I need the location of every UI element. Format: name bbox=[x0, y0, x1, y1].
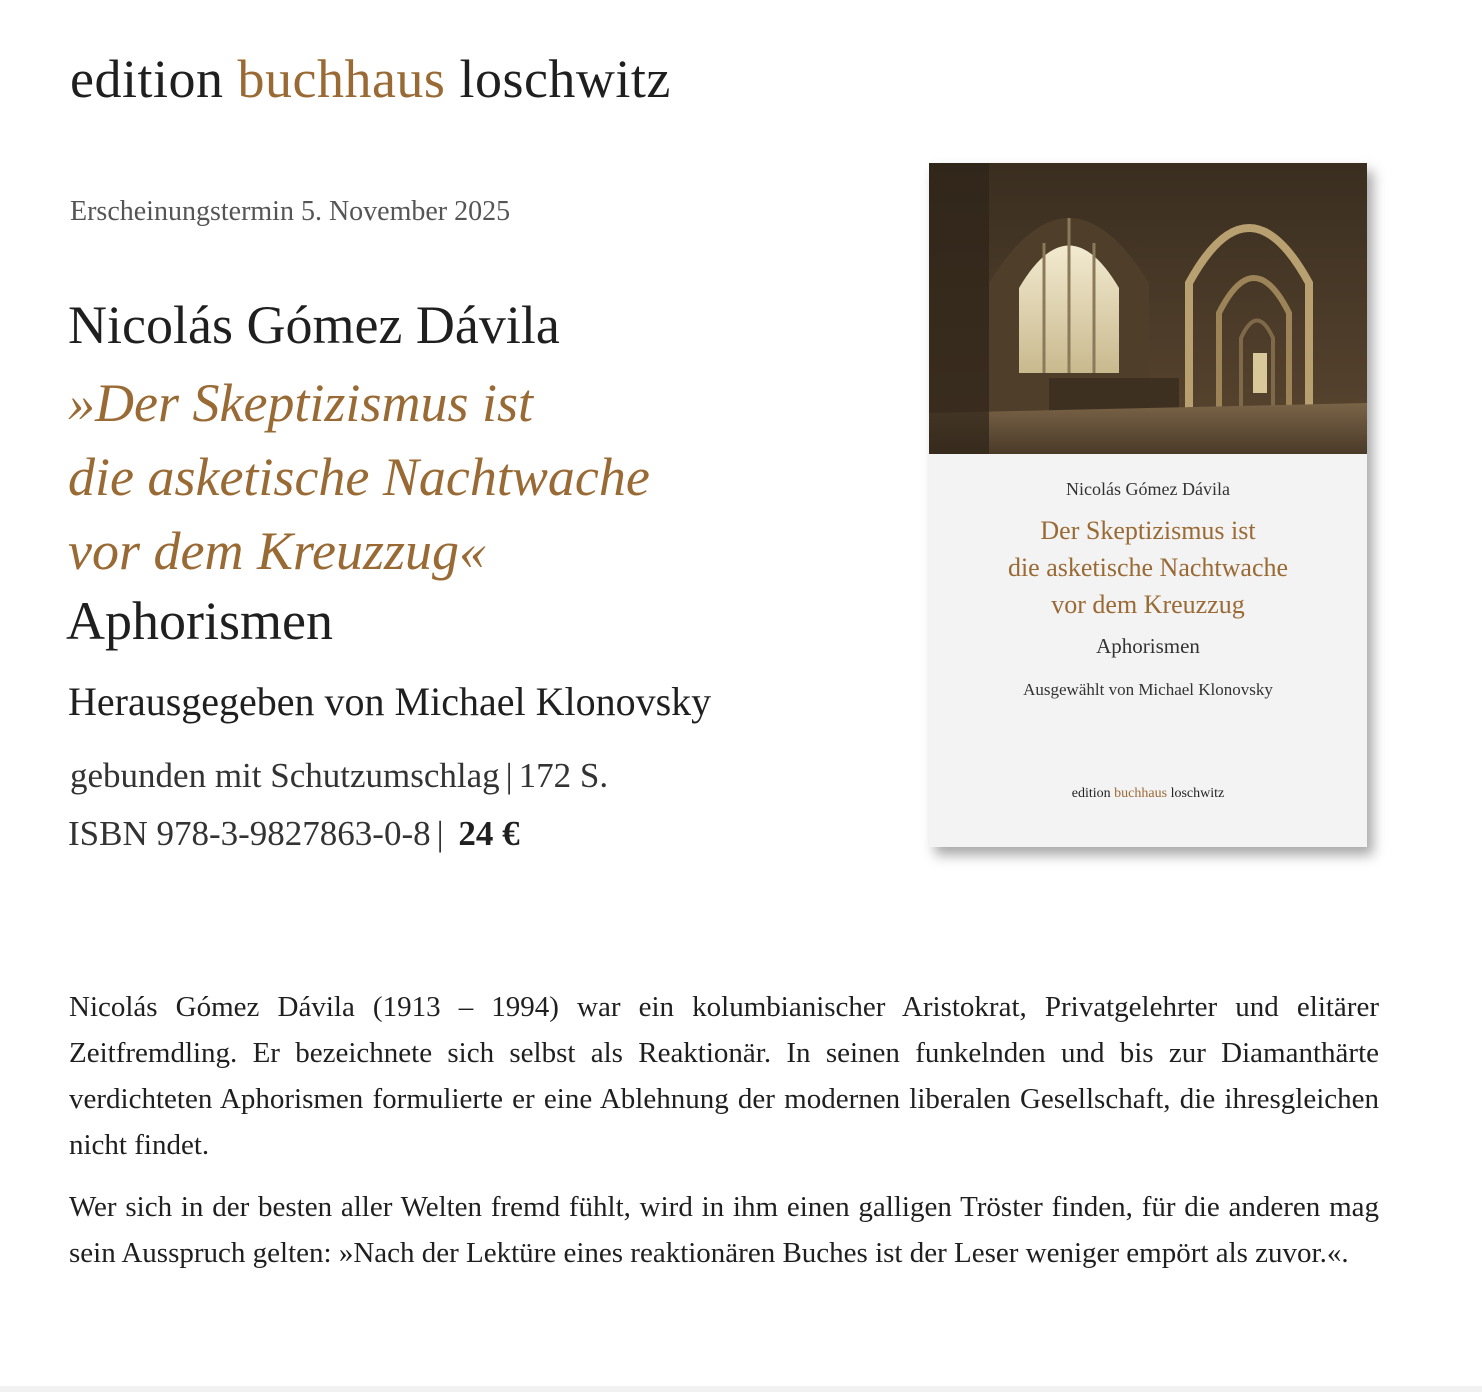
cover-title bbox=[929, 512, 1367, 623]
book-isbn-price bbox=[68, 814, 520, 854]
book-author: Nicolás Gómez Dávila bbox=[68, 295, 560, 355]
cover-publisher-logo bbox=[929, 786, 1367, 802]
book-title-line: die asketische Nachtwache bbox=[68, 447, 650, 507]
cover-painting-cloister-image bbox=[929, 163, 1367, 454]
publisher-logo-part3: loschwitz bbox=[459, 49, 671, 109]
separator: | bbox=[436, 814, 444, 853]
cover-publisher-part1: edition bbox=[1071, 786, 1111, 801]
book-title-line: »Der Skeptizismus ist bbox=[68, 373, 533, 433]
publisher-logo bbox=[70, 48, 671, 110]
cover-publisher-part2: buchhaus bbox=[1114, 786, 1168, 801]
publisher-logo-part2: buchhaus bbox=[237, 49, 446, 109]
book-title-line: vor dem Kreuzzug« bbox=[68, 521, 486, 581]
cover-title-line: Der Skeptizismus ist bbox=[1040, 516, 1256, 545]
isbn: ISBN 978-3-9827863-0-8 bbox=[68, 814, 431, 853]
bottom-divider bbox=[0, 1386, 1482, 1392]
binding-type: gebunden mit Schutzumschlag bbox=[70, 756, 500, 795]
release-date: Erscheinungstermin 5. November 2025 bbox=[70, 196, 511, 227]
cover-title-line: vor dem Kreuzzug bbox=[1051, 590, 1245, 619]
book-subtitle: Aphorismen bbox=[66, 591, 333, 651]
book-title bbox=[68, 366, 650, 588]
cover-publisher-part3: loschwitz bbox=[1170, 786, 1225, 801]
book-binding-info bbox=[70, 756, 608, 796]
description-paragraph: Nicolás Gómez Dávila (1913 – 1994) war ein kolumbianischer Aristokrat, Privatgelehrter und elitärer Zeitfremdling. Er bezeichnete sich selbst als Reaktionär. In seinen funkelnden und bis zur Diamanthärte verdichteten Aphorismen formulierte er eine Ablehnung der modernen liberalen Gesellschaft, die ihresgleichen nicht findet. bbox=[69, 991, 1379, 1161]
publisher-logo-part1: edition bbox=[70, 49, 224, 109]
cover-editor: Ausgewählt von Michael Klonovsky bbox=[1023, 680, 1273, 699]
book-editor: Herausgegeben von Michael Klonovsky bbox=[68, 679, 712, 724]
page-count: 172 S. bbox=[518, 756, 609, 795]
cover-subtitle: Aphorismen bbox=[1096, 634, 1200, 658]
description-paragraph: Wer sich in der besten aller Welten fremd fühlt, wird in ihm einen galligen Tröster finden, für die anderen mag sein Ausspruch gelten: »Nach der Lektüre eines reaktionären Buches ist der Leser weniger empört als zuvor.«. bbox=[69, 1191, 1379, 1269]
separator: | bbox=[505, 756, 513, 795]
cover-title-line: die asketische Nachtwache bbox=[1007, 553, 1289, 582]
book-cover bbox=[929, 163, 1367, 847]
cover-author: Nicolás Gómez Dávila bbox=[1066, 479, 1230, 499]
price: 24 € bbox=[458, 814, 520, 853]
book-description bbox=[69, 984, 1379, 1292]
